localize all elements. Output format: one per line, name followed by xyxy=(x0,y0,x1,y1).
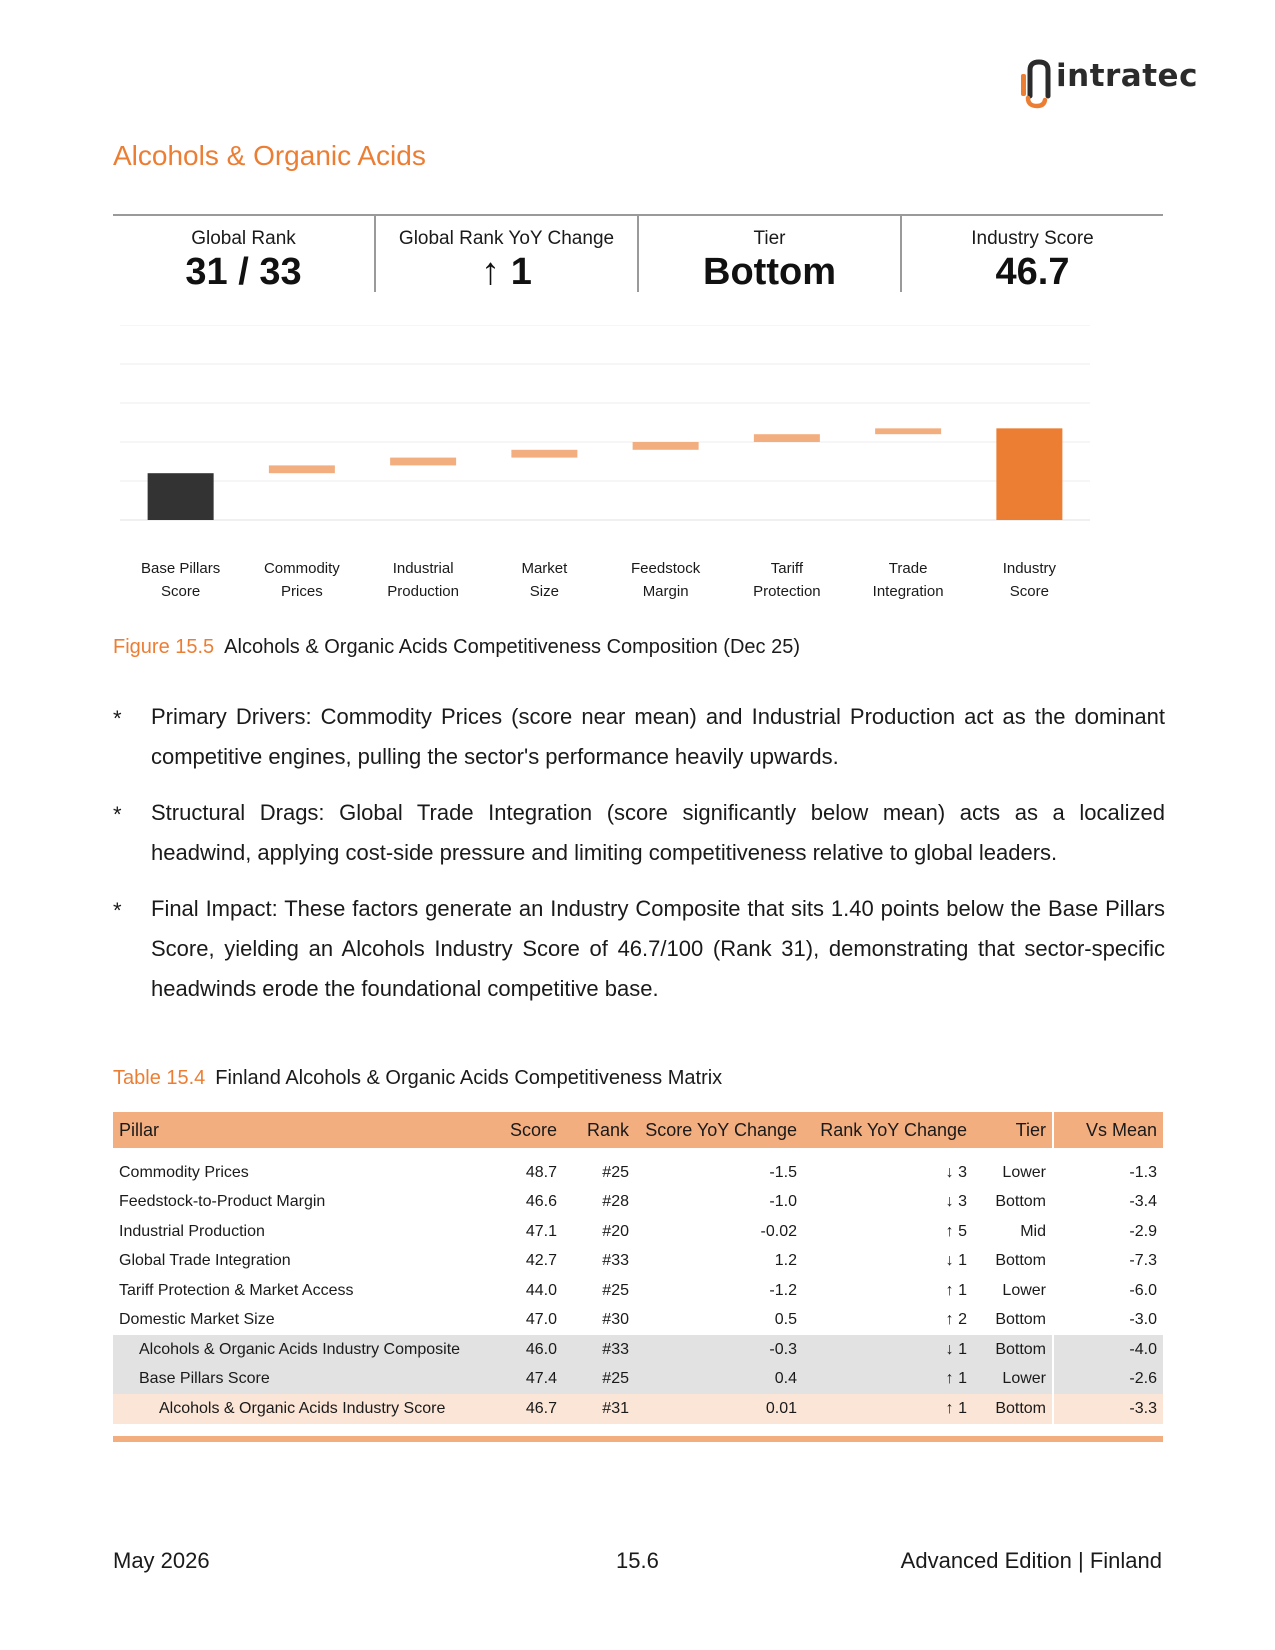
table-cell: 46.0 xyxy=(503,1335,563,1365)
figure-title: Alcohols & Organic Acids Competitiveness Composition (Dec 25) xyxy=(224,636,800,658)
category-label: Industry xyxy=(1002,560,1057,577)
table-title: Finland Alcohols & Organic Acids Competitiveness Matrix xyxy=(215,1067,723,1089)
table-row xyxy=(113,1158,1163,1188)
table-cell: ↓ 3 xyxy=(945,1163,967,1181)
table-cell: 0.4 xyxy=(635,1365,803,1395)
kpi-industry-score xyxy=(900,216,1163,292)
bullet-item xyxy=(113,889,1165,1009)
category-label: Tariff xyxy=(770,560,803,577)
category-label: Size xyxy=(529,583,559,600)
kpi-global-rank xyxy=(113,216,374,292)
kpi-label: Industry Score xyxy=(971,228,1094,249)
bullet-item xyxy=(113,793,1165,873)
category-label: Base Pillars xyxy=(141,560,221,577)
table-spacer-row xyxy=(113,1148,1163,1158)
footer-page-number: 15.6 xyxy=(616,1548,659,1573)
bullet-list xyxy=(113,697,1165,1025)
intratec-logo xyxy=(1018,56,1198,112)
category-label: Trade xyxy=(888,560,928,577)
table-cell: -3.0 xyxy=(1053,1306,1163,1336)
bullet-marker: * xyxy=(113,706,122,731)
table-cell: ↑ 5 xyxy=(945,1222,967,1240)
table-cell: 44.0 xyxy=(525,1281,557,1299)
column-header: Rank xyxy=(563,1112,635,1148)
table-cell: #25 xyxy=(602,1281,629,1299)
bullet-text: Primary Drivers: Commodity Prices (score near mean) and Industrial Production act as the dominant competitive engines, pulling the sector's performance heavily upwards. xyxy=(151,704,1165,769)
competitiveness-matrix xyxy=(113,1112,1163,1424)
table-cell: 46.7 xyxy=(503,1394,563,1424)
table-cell: #30 xyxy=(602,1311,629,1329)
pillar-cell: Alcohols & Organic Acids Industry Composite xyxy=(113,1335,503,1365)
bar-step xyxy=(875,428,941,434)
bullet-text: Final Impact: These factors generate an Industry Composite that sits 1.40 points below the Base Pillars Score, yielding an Alcohols Industry Score of 46.7/100 (Rank 31), demonstrating that sector-specific headwinds erode the foundational competitive base. xyxy=(151,896,1165,1001)
footer-date: May 2026 xyxy=(113,1548,210,1573)
table-cell: 0.01 xyxy=(635,1394,803,1424)
table-cell: 47.1 xyxy=(525,1222,557,1240)
table-cell: #33 xyxy=(563,1335,635,1365)
pillar-cell: Domestic Market Size xyxy=(119,1311,275,1329)
table-cell: -7.3 xyxy=(1053,1247,1163,1277)
footer-edition: Advanced Edition | Finland xyxy=(900,1548,1162,1573)
bullet-marker: * xyxy=(113,802,122,827)
spacer-cell xyxy=(113,1148,1163,1158)
table-cell: ↑ 1 xyxy=(803,1394,973,1424)
table-cell: -2.6 xyxy=(1053,1365,1163,1395)
table-cell: ↓ 1 xyxy=(945,1252,967,1270)
bar-step xyxy=(754,434,820,442)
table-cell: -1.2 xyxy=(769,1281,797,1299)
table-cell: ↓ 1 xyxy=(803,1335,973,1365)
table-cell: -0.02 xyxy=(760,1222,797,1240)
table-cell: Bottom xyxy=(995,1252,1046,1270)
table-cell: -4.0 xyxy=(1053,1335,1163,1365)
table-cell: -1.5 xyxy=(769,1163,797,1181)
table-cell: Bottom xyxy=(973,1335,1053,1365)
table-cell: 0.5 xyxy=(774,1311,797,1329)
table-cell: -3.4 xyxy=(1053,1188,1163,1218)
table-row xyxy=(113,1247,1163,1277)
table-cell: #33 xyxy=(602,1252,629,1270)
table-row xyxy=(113,1306,1163,1336)
table-row xyxy=(113,1188,1163,1218)
category-label: Commodity xyxy=(263,560,340,577)
bullet-item xyxy=(113,697,1165,777)
table-cell: 48.7 xyxy=(525,1163,557,1181)
table-cell: ↑ 1 xyxy=(803,1365,973,1395)
table-cell: -1.0 xyxy=(769,1193,797,1211)
table-cell: #28 xyxy=(602,1193,629,1211)
pillar-cell: Feedstock-to-Product Margin xyxy=(119,1193,326,1211)
category-label: Protection xyxy=(753,583,821,600)
bar-step xyxy=(390,458,456,466)
column-header: Pillar xyxy=(113,1112,503,1148)
table-cell: Bottom xyxy=(995,1311,1046,1329)
table-cell: ↓ 3 xyxy=(945,1193,967,1211)
kpi-value: ↑ 1 xyxy=(481,251,532,293)
category-label: Prices xyxy=(281,583,323,600)
table-cell: Bottom xyxy=(973,1394,1053,1424)
table-cell: -6.0 xyxy=(1053,1276,1163,1306)
kpi-value: 31 / 33 xyxy=(185,251,302,293)
table-cell: ↑ 2 xyxy=(945,1311,967,1329)
kpi-label: Global Rank xyxy=(191,228,296,249)
table-bottom-rule xyxy=(113,1436,1163,1442)
brand-name: intratec xyxy=(1056,58,1198,94)
table-row xyxy=(113,1217,1163,1247)
category-label: Industrial xyxy=(392,560,454,577)
table-cell: Lower xyxy=(1002,1163,1046,1181)
pillar-cell: Tariff Protection & Market Access xyxy=(119,1281,354,1299)
category-label: Margin xyxy=(642,583,689,600)
kpi-strip xyxy=(113,214,1163,292)
table-row xyxy=(113,1276,1163,1306)
kpi-rank-change xyxy=(374,216,637,292)
page-title: Alcohols & Organic Acids xyxy=(113,140,426,171)
table-cell: #25 xyxy=(563,1365,635,1395)
bar-base xyxy=(148,473,214,520)
kpi-label: Tier xyxy=(753,228,786,249)
bullet-marker: * xyxy=(113,898,122,923)
table-number: Table 15.4 xyxy=(113,1067,206,1089)
kpi-label: Global Rank YoY Change xyxy=(398,228,615,249)
column-header: Score xyxy=(503,1112,563,1148)
figure-caption xyxy=(113,636,800,659)
table-cell: 47.0 xyxy=(525,1311,557,1329)
column-header: Vs Mean xyxy=(1053,1112,1163,1148)
column-header: Rank YoY Change xyxy=(803,1112,973,1148)
table-cell: ↑ 1 xyxy=(945,1281,967,1299)
bullet-text: Structural Drags: Global Trade Integration (score significantly below mean) acts as a localized headwind, applying cost-side pressure and limiting competitiveness relative to global leaders. xyxy=(151,800,1165,865)
table-cell: #31 xyxy=(563,1394,635,1424)
pillar-cell: Global Trade Integration xyxy=(119,1252,291,1270)
column-header: Tier xyxy=(973,1112,1053,1148)
table-cell: Lower xyxy=(973,1365,1053,1395)
bar-step xyxy=(633,442,699,450)
table-cell: 42.7 xyxy=(525,1252,557,1270)
table-cell: -3.3 xyxy=(1053,1394,1163,1424)
category-label: Score xyxy=(1009,583,1049,600)
kpi-tier xyxy=(637,216,900,292)
table-cell: -0.3 xyxy=(635,1335,803,1365)
table-caption xyxy=(113,1067,722,1090)
category-label: Production xyxy=(387,583,459,600)
category-label: Integration xyxy=(872,583,944,600)
table-cell: 46.6 xyxy=(525,1193,557,1211)
figure-number: Figure 15.5 xyxy=(113,636,215,658)
table-cell: #25 xyxy=(602,1163,629,1181)
pillar-cell: Alcohols & Organic Acids Industry Score xyxy=(113,1394,503,1424)
kpi-value: Bottom xyxy=(703,251,836,293)
table-row xyxy=(113,1335,1163,1365)
bar-total xyxy=(996,428,1062,520)
table-cell: #20 xyxy=(602,1222,629,1240)
category-label: Market xyxy=(521,560,568,577)
category-label: Feedstock xyxy=(631,560,701,577)
composition-chart xyxy=(120,325,1156,615)
pillar-cell: Industrial Production xyxy=(119,1222,265,1240)
pillar-cell: Commodity Prices xyxy=(119,1163,249,1181)
bar-step xyxy=(511,450,577,458)
pillar-cell: Base Pillars Score xyxy=(113,1365,503,1395)
table-cell: -2.9 xyxy=(1053,1217,1163,1247)
table-row xyxy=(113,1365,1163,1395)
table-cell: Lower xyxy=(1002,1281,1046,1299)
table-cell: -1.3 xyxy=(1053,1158,1163,1188)
bar-step xyxy=(269,465,335,473)
table-cell: Bottom xyxy=(995,1193,1046,1211)
table-cell: 47.4 xyxy=(503,1365,563,1395)
logo-mark-icon xyxy=(1018,56,1058,112)
column-header: Score YoY Change xyxy=(635,1112,803,1148)
table-header-row xyxy=(113,1112,1163,1148)
category-label: Score xyxy=(161,583,201,600)
kpi-value: 46.7 xyxy=(995,251,1070,293)
table-cell: 1.2 xyxy=(774,1252,797,1270)
table-cell: Mid xyxy=(1020,1222,1046,1240)
table-row xyxy=(113,1394,1163,1424)
